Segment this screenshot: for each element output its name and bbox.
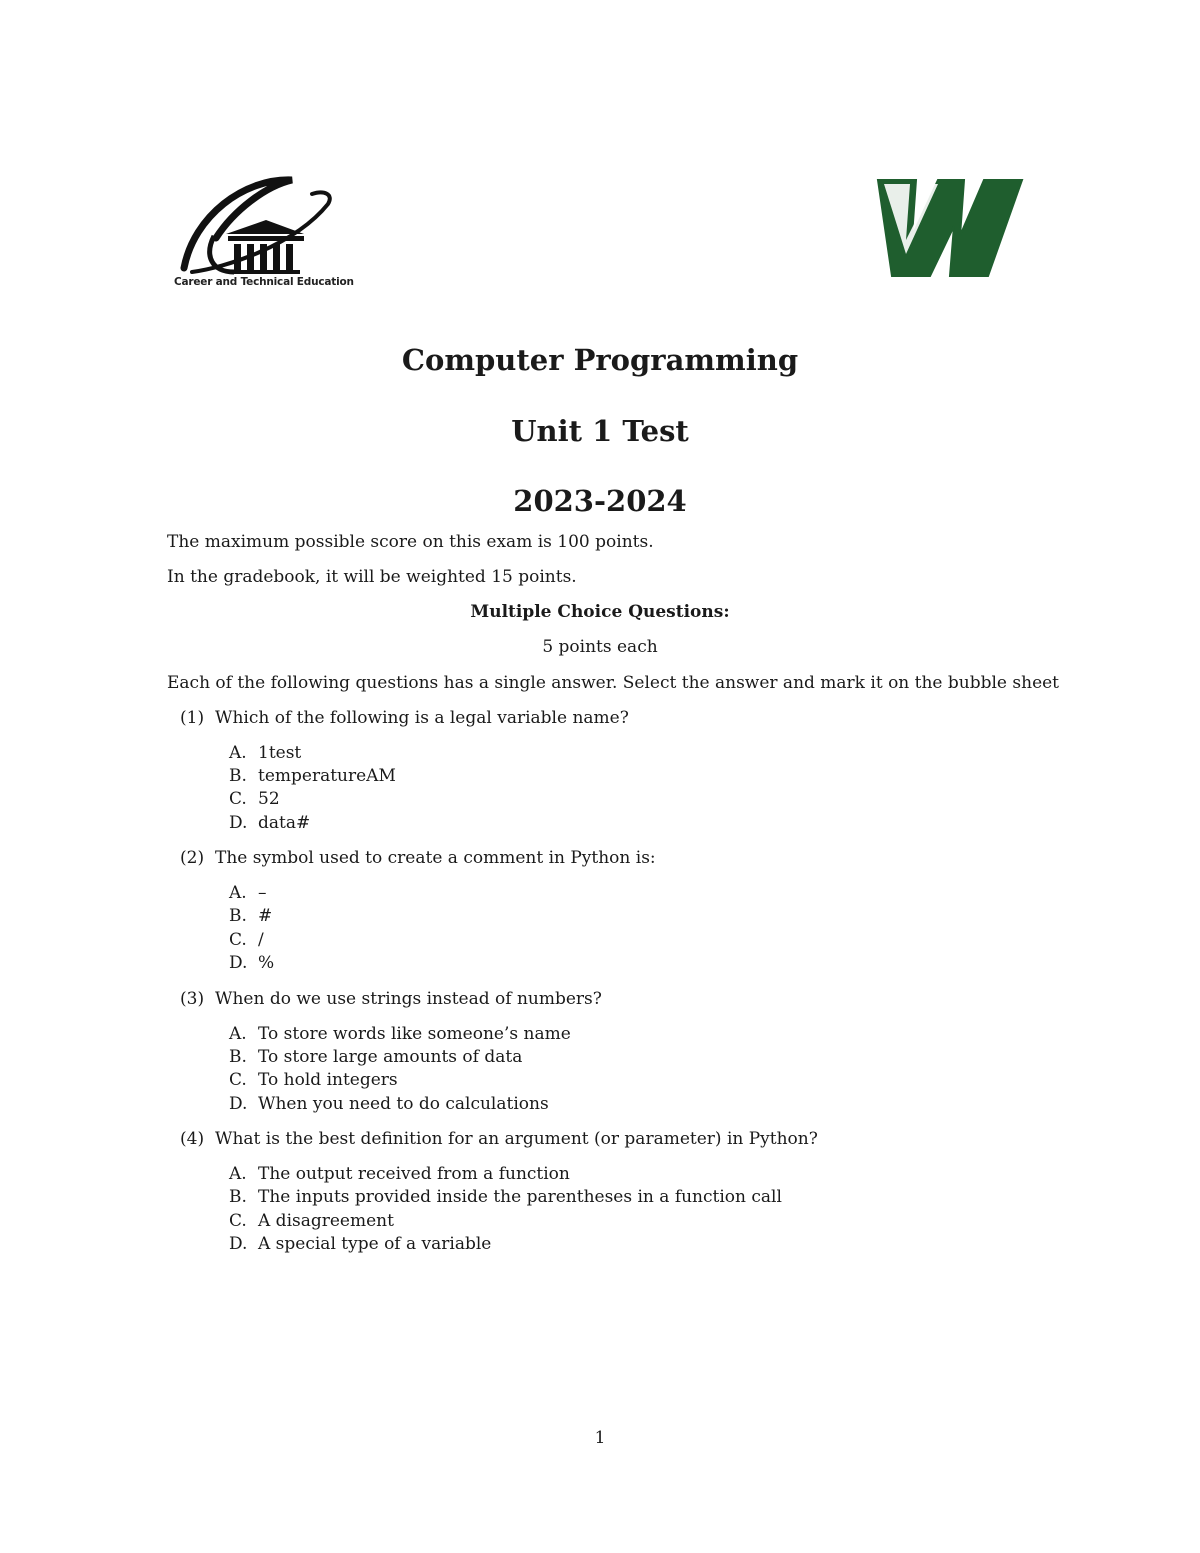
option-3a: [229, 1024, 571, 1044]
option-letter: A.: [229, 1024, 247, 1044]
instructions-text: Each of the following questions has a single answer. Select the answer and mark it on the bubble sheet: [167, 673, 1060, 693]
unit-title: Unit 1 Test: [511, 414, 689, 448]
logo-caption: Career and Technical Education: [174, 276, 354, 288]
option-letter: A.: [229, 743, 247, 763]
question-number: (1): [180, 708, 205, 728]
cte-logo: [174, 176, 354, 294]
option-2b: [229, 906, 272, 926]
option-2a: [229, 883, 267, 903]
w-letter-logo-icon: [876, 178, 1024, 278]
option-3d: [229, 1094, 549, 1114]
option-4a: [229, 1164, 570, 1184]
option-letter: C.: [229, 930, 247, 950]
question-text: What is the best definition for an argument (or parameter) in Python?: [215, 1129, 818, 1149]
option-text: To store words like someone’s name: [258, 1024, 571, 1044]
question-1: [180, 708, 629, 728]
option-text: #: [258, 906, 273, 926]
option-2c: [229, 930, 264, 950]
option-4b: [229, 1187, 782, 1207]
cte-pillar-logo-icon: [174, 176, 344, 276]
question-2: [180, 848, 656, 868]
year-title: 2023-2024: [513, 484, 687, 518]
page-number: 1: [594, 1428, 606, 1448]
option-text: data#: [258, 813, 311, 833]
question-text: When do we use strings instead of numbers?: [215, 989, 602, 1009]
option-2d: [229, 953, 274, 973]
option-text: 1test: [258, 743, 302, 763]
option-letter: C.: [229, 1070, 247, 1090]
option-3c: [229, 1070, 398, 1090]
option-text: /: [258, 930, 264, 950]
section-title: Multiple Choice Questions:: [470, 602, 730, 622]
option-text: –: [258, 883, 267, 903]
points-each-text: 5 points each: [542, 637, 658, 657]
option-letter: D.: [229, 813, 248, 833]
option-4c: [229, 1211, 394, 1231]
option-text: 52: [258, 789, 280, 809]
option-text: When you need to do calculations: [258, 1094, 549, 1114]
question-4: [180, 1129, 818, 1149]
option-1c: [229, 789, 280, 809]
option-text: The output received from a function: [258, 1164, 570, 1184]
option-letter: D.: [229, 953, 248, 973]
question-number: (2): [180, 848, 205, 868]
weight-text: In the gradebook, it will be weighted 15 points.: [167, 567, 577, 587]
option-3b: [229, 1047, 522, 1067]
option-text: To hold integers: [258, 1070, 398, 1090]
question-number: (3): [180, 989, 205, 1009]
option-letter: B.: [229, 766, 247, 786]
option-letter: D.: [229, 1094, 248, 1114]
option-text: %: [258, 953, 275, 973]
option-letter: B.: [229, 1047, 247, 1067]
question-text: Which of the following is a legal variable name?: [215, 708, 629, 728]
option-letter: A.: [229, 1164, 247, 1184]
option-text: A special type of a variable: [258, 1234, 492, 1254]
w-logo: [876, 178, 1024, 278]
option-letter: C.: [229, 1211, 247, 1231]
option-letter: B.: [229, 1187, 247, 1207]
option-letter: C.: [229, 789, 247, 809]
option-text: A disagreement: [258, 1211, 394, 1231]
max-score-text: The maximum possible score on this exam is 100 points.: [167, 532, 654, 552]
option-1d: [229, 813, 310, 833]
question-number: (4): [180, 1129, 205, 1149]
option-1b: [229, 766, 396, 786]
option-4d: [229, 1234, 491, 1254]
question-3: [180, 989, 602, 1009]
option-text: The inputs provided inside the parentheses in a function call: [258, 1187, 782, 1207]
course-title: Computer Programming: [401, 343, 799, 377]
question-text: The symbol used to create a comment in Python is:: [215, 848, 656, 868]
option-1a: [229, 743, 301, 763]
option-letter: D.: [229, 1234, 248, 1254]
option-text: temperatureAM: [258, 766, 396, 786]
option-text: To store large amounts of data: [258, 1047, 523, 1067]
option-letter: A.: [229, 883, 247, 903]
option-letter: B.: [229, 906, 247, 926]
